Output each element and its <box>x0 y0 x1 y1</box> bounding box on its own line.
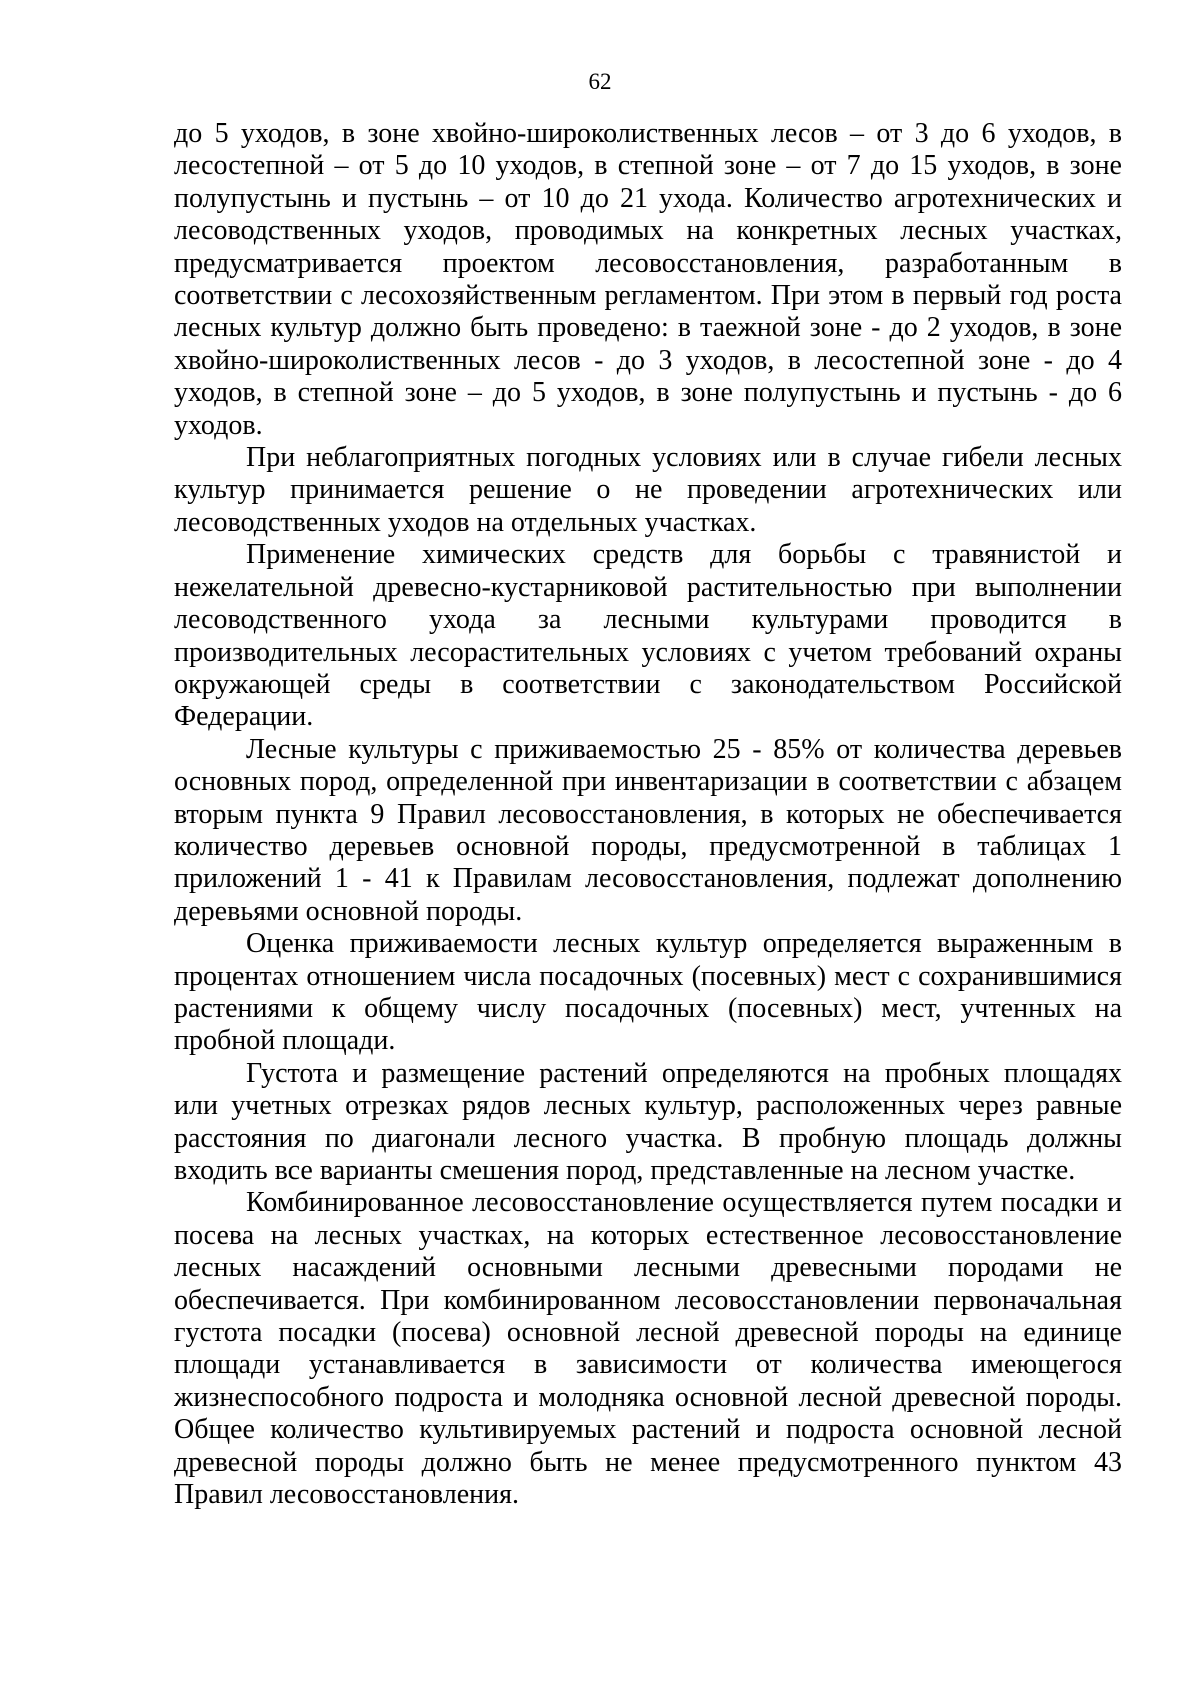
paragraph-7: Комбинированное лесовосстановление осуществляется путем посадки и посева на лесных участках, на которых естественное лесовосстановление лесных насаждений основными лесными древесными породами не обеспечивается. При комбинированном лесовосстановлении первоначальная густота посадки (посева) основной лесной древесной породы на единице площади устанавливается в зависимости от количества имеющегося жизнеспособного подроста и молодняка основной лесной древесной породы. Общее количество культивируемых растений и подроста основной лесной древесной породы должно быть не менее предусмотренного пунктом 43 Правил лесовосстановления. <box>174 1187 1122 1511</box>
paragraph-6: Густота и размещение растений определяются на пробных площадях или учетных отрезках рядов лесных культур, расположенных через равные расстояния по диагонали лесного участка. В пробную площадь должны входить все варианты смешения пород, представленные на лесном участке. <box>174 1057 1122 1186</box>
page-number: 62 <box>588 69 612 94</box>
paragraph-4: Лесные культуры с приживаемостью 25 - 85% от количества деревьев основных пород, определенной при инвентаризации в соответствии с абзацем вторым пункта 9 Правил лесовосстановления, в которых не обеспечивается количество деревьев основной породы, предусмотренной в таблицах 1 приложений 1 - 41 к Правилам лесовосстановления, подлежат дополнению деревьями основной породы. <box>174 733 1122 927</box>
paragraph-3: Применение химических средств для борьбы с травянистой и нежелательной древесно-кустарниковой растительностью при выполнении лесоводственного ухода за лесными культурами проводится в производительных лесорастительных условиях с учетом требований охраны окружающей среды в соответствии с законодательством Российской Федерации. <box>174 539 1122 733</box>
paragraph-1: до 5 уходов, в зоне хвойно-широколиственных лесов – от 3 до 6 уходов, в лесостепной – от 5 до 10 уходов, в степной зоне – от 7 до 15 уходов, в зоне полупустынь и пустынь – от 10 до 21 ухода. Количество агротехнических и лесоводственных уходов, проводимых на конкретных лесных участках, предусматривается проектом лесовосстановления, разработанным в соответствии с лесохозяйственным регламентом. При этом в первый год роста лесных культур должно быть проведено: в таежной зоне - до 2 уходов, в зоне хвойно-широколиственных лесов - до 3 уходов, в лесостепной зоне - до 4 уходов, в степной зоне – до 5 уходов, в зоне полупустынь и пустынь - до 6 уходов. <box>174 118 1122 441</box>
body-text <box>174 118 1122 1511</box>
paragraph-2: При неблагоприятных погодных условиях или в случае гибели лесных культур принимается решение о не проведении агротехнических или лесоводственных уходов на отдельных участках. <box>174 442 1122 538</box>
paragraph-5: Оценка приживаемости лесных культур определяется выраженным в процентах отношением числа посадочных (посевных) мест с сохранившимися растениями к общему числу посадочных (посевных) мест, учтенных на пробной площади. <box>174 928 1122 1057</box>
